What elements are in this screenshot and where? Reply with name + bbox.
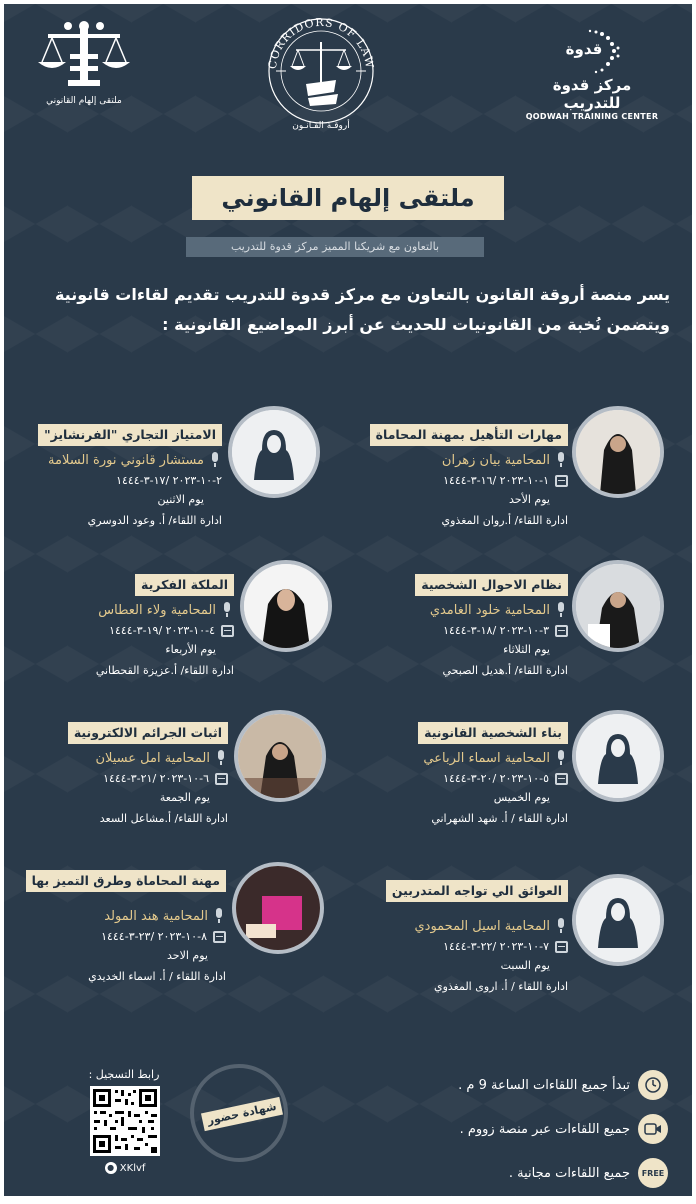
calendar-icon — [221, 625, 234, 637]
calendar-icon — [555, 475, 568, 487]
clock-icon — [638, 1070, 668, 1100]
calendar-icon — [555, 773, 568, 785]
session-topic: الامتياز التجاري "الفرنشايز" — [38, 424, 222, 446]
intro-line-2: ويتضمن نُخبة من القانونيات للحديث عن أبرز المواضيع القانونية : — [162, 315, 670, 334]
calendar-icon — [215, 773, 228, 785]
certificate-label: شهادة حضور — [201, 1097, 283, 1131]
session-moderator: ادارة اللقاء/ أ.هديل الصبحي — [442, 664, 568, 677]
microphone-icon — [220, 602, 234, 618]
microphone-icon — [554, 602, 568, 618]
session-moderator: ادارة اللقاء/ أ. وعود الدوسري — [87, 514, 222, 527]
session-topic: الملكة الفكرية — [135, 574, 234, 596]
session-card — [348, 574, 568, 677]
calendar-icon — [555, 625, 568, 637]
session-card — [348, 722, 568, 825]
session-speaker: المحامية خلود الغامدي — [348, 602, 568, 618]
footer-zoom: جميع اللقاءات عبر منصة زووم . — [458, 1114, 668, 1144]
session-topic: اثبات الجرائم الالكترونية — [68, 722, 228, 744]
qodwah-name-ar: مركز قدوة للتدريب — [552, 76, 632, 112]
session-card — [12, 722, 228, 825]
microphone-icon — [554, 750, 568, 766]
microphone-icon — [554, 918, 568, 934]
avatar-placeholder-icon — [232, 410, 316, 494]
session-speaker: المحامية ولاء العطاس — [12, 602, 234, 618]
speaker-photo — [228, 406, 320, 498]
session-speaker: المحامية هند المولد — [12, 908, 226, 924]
registration-label: رابط التسجيل : — [88, 1068, 160, 1081]
speaker-photo — [572, 710, 664, 802]
speaker-photo — [232, 862, 324, 954]
session-moderator: ادارة اللقاء / أ. شهد الشهراني — [431, 812, 568, 825]
session-day: يوم الاحد — [167, 949, 208, 962]
speaker-photo — [572, 406, 664, 498]
corridors-logo — [256, 6, 386, 136]
registration-qr-code[interactable] — [90, 1086, 160, 1156]
session-moderator: ادارة اللقاء / أ. اسماء الخديدي — [88, 970, 226, 983]
session-card — [12, 870, 226, 983]
session-date: ٧-١٠-٢٠٢٣ /٢٢-٣-١٤٤٤ — [346, 940, 568, 953]
session-card — [12, 424, 222, 527]
session-day: يوم الأحد — [509, 493, 550, 506]
speaker-photo-icon — [244, 564, 328, 648]
session-card — [12, 574, 234, 677]
session-speaker: مستشار قانوني نورة السلامة — [12, 452, 222, 468]
session-date: ٨-١٠-٢٠٢٣ /٢٣-٣-١٤٤٤ — [12, 930, 226, 943]
session-day: يوم الاثنين — [157, 493, 204, 506]
session-moderator: ادارة اللقاء / أ. اروى المغذوي — [433, 980, 568, 993]
speaker-photo — [234, 710, 326, 802]
session-topic: نظام الاحوال الشخصية — [415, 574, 568, 596]
speaker-photo — [572, 560, 664, 652]
session-topic: مهارات التأهيل بمهنة المحاماة — [370, 424, 568, 446]
scales-icon — [34, 20, 134, 90]
session-date: ٥-١٠-٢٠٢٣ /٢٠-٣-١٤٤٤ — [348, 772, 568, 785]
page-subtitle: بالتعاون مع شريكنا المميز مركز قدوة للتدريب — [186, 237, 484, 257]
speaker-photo-icon — [236, 866, 320, 950]
session-day: يوم الخميس — [493, 791, 550, 804]
session-moderator: ادارة اللقاء/ أ.عزيزة القحطاني — [95, 664, 234, 677]
intro-line-1: يسر منصة أروقة القانون بالتعاون مع مركز قدوة للتدريب تقديم لقاءات قانونية — [54, 285, 670, 304]
ilham-logo-caption: ملتقى إلهام القانوني — [46, 96, 122, 106]
footer-time: تبدأ جميع اللقاءات الساعة 9 م . — [458, 1070, 668, 1100]
microphone-icon — [208, 452, 222, 468]
calendar-icon — [555, 941, 568, 953]
session-moderator: ادارة اللقاء/ أ.مشاعل السعد — [99, 812, 228, 825]
microphone-icon — [554, 452, 568, 468]
speaker-photo-icon — [576, 564, 660, 648]
ilham-logo — [24, 20, 144, 114]
qodwah-badge: قدوة — [565, 40, 603, 58]
session-topic: مهنة المحاماة وطرق التميز بها — [26, 870, 226, 892]
page-title: ملتقى إلهام القانوني — [192, 176, 504, 220]
speaker-photo-icon — [238, 714, 322, 798]
session-card — [348, 424, 568, 527]
session-speaker: المحامية امل عسيلان — [12, 750, 228, 766]
session-date: ٤-١٠-٢٠٢٣ /١٩-٣-١٤٤٤ — [12, 624, 234, 637]
video-camera-icon — [638, 1114, 668, 1144]
twitter-icon: ● — [105, 1162, 117, 1174]
qodwah-name-en: QODWAH TRAINING CENTER — [525, 112, 659, 121]
session-card — [346, 880, 568, 993]
session-date: ٣-١٠-٢٠٢٣ /١٨-٣-١٤٤٤ — [348, 624, 568, 637]
session-topic: العوائق الي تواجه المتدربين — [386, 880, 568, 902]
microphone-icon — [214, 750, 228, 766]
session-day: يوم الأربعاء — [165, 643, 216, 656]
free-tag-icon: FREE — [638, 1158, 668, 1188]
session-day: يوم السبت — [500, 959, 550, 972]
poster — [4, 4, 692, 1196]
corridors-logo-title: CORRIDORS OF LAW — [265, 15, 377, 70]
session-speaker: المحامية اسماء الرباعي — [348, 750, 568, 766]
speaker-photo — [572, 874, 664, 966]
footer-free: FREE جميع اللقاءات مجانية . — [458, 1158, 668, 1188]
session-moderator: ادارة اللقاء/ أ.روان المغذوي — [441, 514, 568, 527]
speaker-photo-icon — [576, 410, 660, 494]
speaker-photo — [240, 560, 332, 652]
calendar-icon — [213, 931, 226, 943]
avatar-placeholder-icon — [576, 714, 660, 798]
twitter-handle[interactable]: ● XKlvf — [90, 1162, 160, 1174]
corridors-logo-subtitle: أروقـة القـانـون — [292, 121, 350, 131]
qodwah-logo — [522, 26, 662, 121]
session-day: يوم الثلاثاء — [503, 643, 550, 656]
footer-info — [458, 1070, 668, 1188]
session-day: يوم الجمعة — [159, 791, 210, 804]
microphone-icon — [212, 908, 226, 924]
session-speaker: المحامية بيان زهران — [348, 452, 568, 468]
session-date: ١-١٠-٢٠٢٣ /١٦-٣-١٤٤٤ — [348, 474, 568, 487]
intro-text — [44, 280, 670, 340]
session-topic: بناء الشخصية القانونية — [418, 722, 568, 744]
avatar-placeholder-icon — [576, 878, 660, 962]
session-speaker: المحامية اسيل المحمودي — [346, 918, 568, 934]
session-date: ٢-١٠-٢٠٢٣ /١٧-٣-١٤٤٤ — [116, 474, 222, 487]
session-date: ٦-١٠-٢٠٢٣ /٢١-٣-١٤٤٤ — [12, 772, 228, 785]
